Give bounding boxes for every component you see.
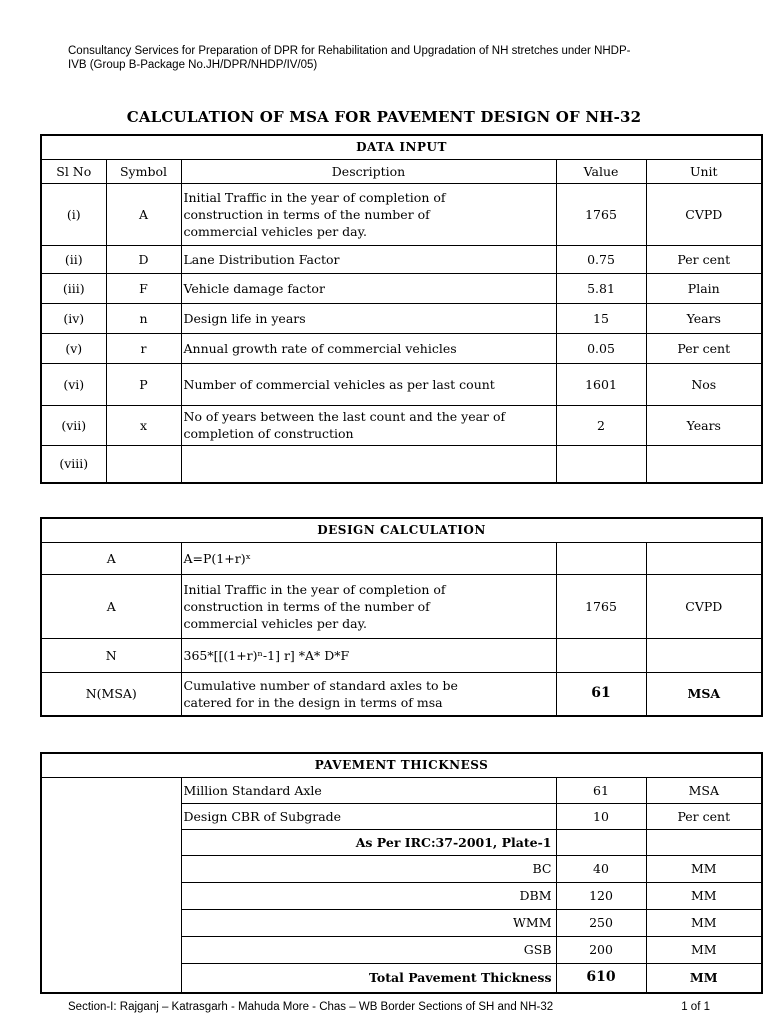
- symbol-cell: P: [106, 363, 181, 405]
- total-label-cell: Total Pavement Thickness: [181, 963, 556, 993]
- value-cell: 10: [556, 803, 646, 829]
- unit-cell: Years: [646, 303, 762, 333]
- unit-cell: MM: [646, 936, 762, 963]
- description-cell: Design CBR of Subgrade: [181, 803, 556, 829]
- layer-name-cell: GSB: [181, 936, 556, 963]
- description-line: construction in terms of the number of: [183, 598, 430, 614]
- layer-name-cell: BC: [181, 855, 556, 882]
- label-cell: N: [41, 638, 181, 672]
- table-row: [41, 363, 762, 405]
- value-cell: 0.75: [556, 245, 646, 273]
- symbol-cell: r: [106, 333, 181, 363]
- table-row: [41, 333, 762, 363]
- value-cell: 61: [556, 777, 646, 803]
- unit-cell: MM: [646, 855, 762, 882]
- table-row: [41, 245, 762, 273]
- sl-cell: (iv): [41, 303, 106, 333]
- value-cell: [556, 638, 646, 672]
- unit-cell: Per cent: [646, 333, 762, 363]
- label-cell: A: [41, 574, 181, 638]
- value-cell: [556, 542, 646, 574]
- unit-cell: [646, 638, 762, 672]
- document-footer: [68, 1001, 708, 1013]
- footer-section: Section-I: Rajganj – Katrasgarh - Mahuda More - Chas – WB Border Sections of SH and NH-32: [68, 1001, 554, 1013]
- unit-cell: [646, 445, 762, 483]
- symbol-cell: D: [106, 245, 181, 273]
- msa-value-cell: 61: [556, 672, 646, 716]
- description-line: Initial Traffic in the year of completion of: [183, 581, 446, 597]
- col-unit: Unit: [646, 159, 762, 183]
- table-row: [41, 405, 762, 445]
- value-cell: 250: [556, 909, 646, 936]
- description-cell: [181, 405, 556, 445]
- unit-cell: MSA: [646, 777, 762, 803]
- table-row: [41, 273, 762, 303]
- data-input-table: [40, 134, 763, 484]
- description-line: No of years between the last count and the year of: [183, 409, 506, 424]
- table-row: [41, 445, 762, 483]
- reference-cell: As Per IRC:37-2001, Plate-1: [181, 829, 556, 855]
- description-cell: Number of commercial vehicles as per last count: [181, 363, 556, 405]
- col-sl-no: Sl No: [41, 159, 106, 183]
- data-input-heading: DATA INPUT: [41, 135, 762, 159]
- sl-cell: (viii): [41, 445, 106, 483]
- document-header: [68, 44, 708, 72]
- description-line: catered for in the design in terms of msa: [183, 694, 443, 710]
- sl-cell: (ii): [41, 245, 106, 273]
- blank-merged-cell: [41, 777, 181, 993]
- value-cell: 2: [556, 405, 646, 445]
- value-cell: 200: [556, 936, 646, 963]
- layer-name-cell: WMM: [181, 909, 556, 936]
- value-cell: 15: [556, 303, 646, 333]
- symbol-cell: [106, 445, 181, 483]
- msa-unit-cell: MSA: [646, 672, 762, 716]
- sl-cell: (iii): [41, 273, 106, 303]
- sl-cell: (vii): [41, 405, 106, 445]
- unit-cell: CVPD: [646, 574, 762, 638]
- col-value: Value: [556, 159, 646, 183]
- description-line: Cumulative number of standard axles to be: [183, 677, 458, 693]
- value-cell: 1765: [556, 183, 646, 245]
- description-line: Initial Traffic in the year of completion of: [183, 189, 446, 205]
- description-cell: [181, 445, 556, 483]
- description-line: completion of construction: [183, 426, 354, 441]
- sl-cell: (v): [41, 333, 106, 363]
- table-row: [41, 303, 762, 333]
- value-cell: 5.81: [556, 273, 646, 303]
- unit-cell: Years: [646, 405, 762, 445]
- description-cell: [181, 672, 556, 716]
- value-cell: 1765: [556, 574, 646, 638]
- label-cell: A: [41, 542, 181, 574]
- table-row: [41, 672, 762, 716]
- table-row: [41, 542, 762, 574]
- col-symbol: Symbol: [106, 159, 181, 183]
- table-row: [41, 777, 762, 803]
- value-cell: [556, 829, 646, 855]
- formula-cell: 365*[[(1+r)ⁿ-1] r] *A* D*F: [181, 638, 556, 672]
- unit-cell: [646, 542, 762, 574]
- header-line-2: IVB (Group B-Package No.JH/DPR/NHDP/IV/05): [68, 59, 318, 71]
- description-cell: Design life in years: [181, 303, 556, 333]
- table-row: [41, 638, 762, 672]
- sl-cell: (vi): [41, 363, 106, 405]
- pavement-thickness-table: [40, 752, 763, 994]
- unit-cell: Per cent: [646, 245, 762, 273]
- description-cell: Lane Distribution Factor: [181, 245, 556, 273]
- value-cell: 0.05: [556, 333, 646, 363]
- symbol-cell: x: [106, 405, 181, 445]
- symbol-cell: n: [106, 303, 181, 333]
- pavement-heading: PAVEMENT THICKNESS: [41, 753, 762, 777]
- symbol-cell: F: [106, 273, 181, 303]
- unit-cell: MM: [646, 909, 762, 936]
- page-number: 1 of 1: [681, 1001, 710, 1013]
- formula-cell: A=P(1+r)ˣ: [181, 542, 556, 574]
- unit-cell: CVPD: [646, 183, 762, 245]
- description-cell: [181, 183, 556, 245]
- page-title: CALCULATION OF MSA FOR PAVEMENT DESIGN OF NH-32: [126, 108, 642, 126]
- unit-cell: Per cent: [646, 803, 762, 829]
- description-cell: Annual growth rate of commercial vehicles: [181, 333, 556, 363]
- table-row: [41, 183, 762, 245]
- unit-cell: Plain: [646, 273, 762, 303]
- unit-cell: Nos: [646, 363, 762, 405]
- sl-cell: (i): [41, 183, 106, 245]
- description-line: commercial vehicles per day.: [183, 223, 367, 239]
- unit-cell: [646, 829, 762, 855]
- description-cell: Vehicle damage factor: [181, 273, 556, 303]
- value-cell: 120: [556, 882, 646, 909]
- label-cell: N(MSA): [41, 672, 181, 716]
- description-cell: [181, 574, 556, 638]
- col-description: Description: [181, 159, 556, 183]
- header-line-1: Consultancy Services for Preparation of DPR for Rehabilitation and Upgradation of NH stretches under NHDP-: [68, 45, 631, 57]
- symbol-cell: A: [106, 183, 181, 245]
- unit-cell: MM: [646, 882, 762, 909]
- design-calc-heading: DESIGN CALCULATION: [41, 518, 762, 542]
- value-cell: 40: [556, 855, 646, 882]
- description-cell: Million Standard Axle: [181, 777, 556, 803]
- description-line: construction in terms of the number of: [183, 206, 430, 222]
- table-header-row: [41, 159, 762, 183]
- total-unit-cell: MM: [646, 963, 762, 993]
- design-calculation-table: [40, 517, 763, 717]
- total-value-cell: 610: [556, 963, 646, 993]
- value-cell: 1601: [556, 363, 646, 405]
- layer-name-cell: DBM: [181, 882, 556, 909]
- value-cell: [556, 445, 646, 483]
- description-line: commercial vehicles per day.: [183, 615, 367, 631]
- table-row: [41, 574, 762, 638]
